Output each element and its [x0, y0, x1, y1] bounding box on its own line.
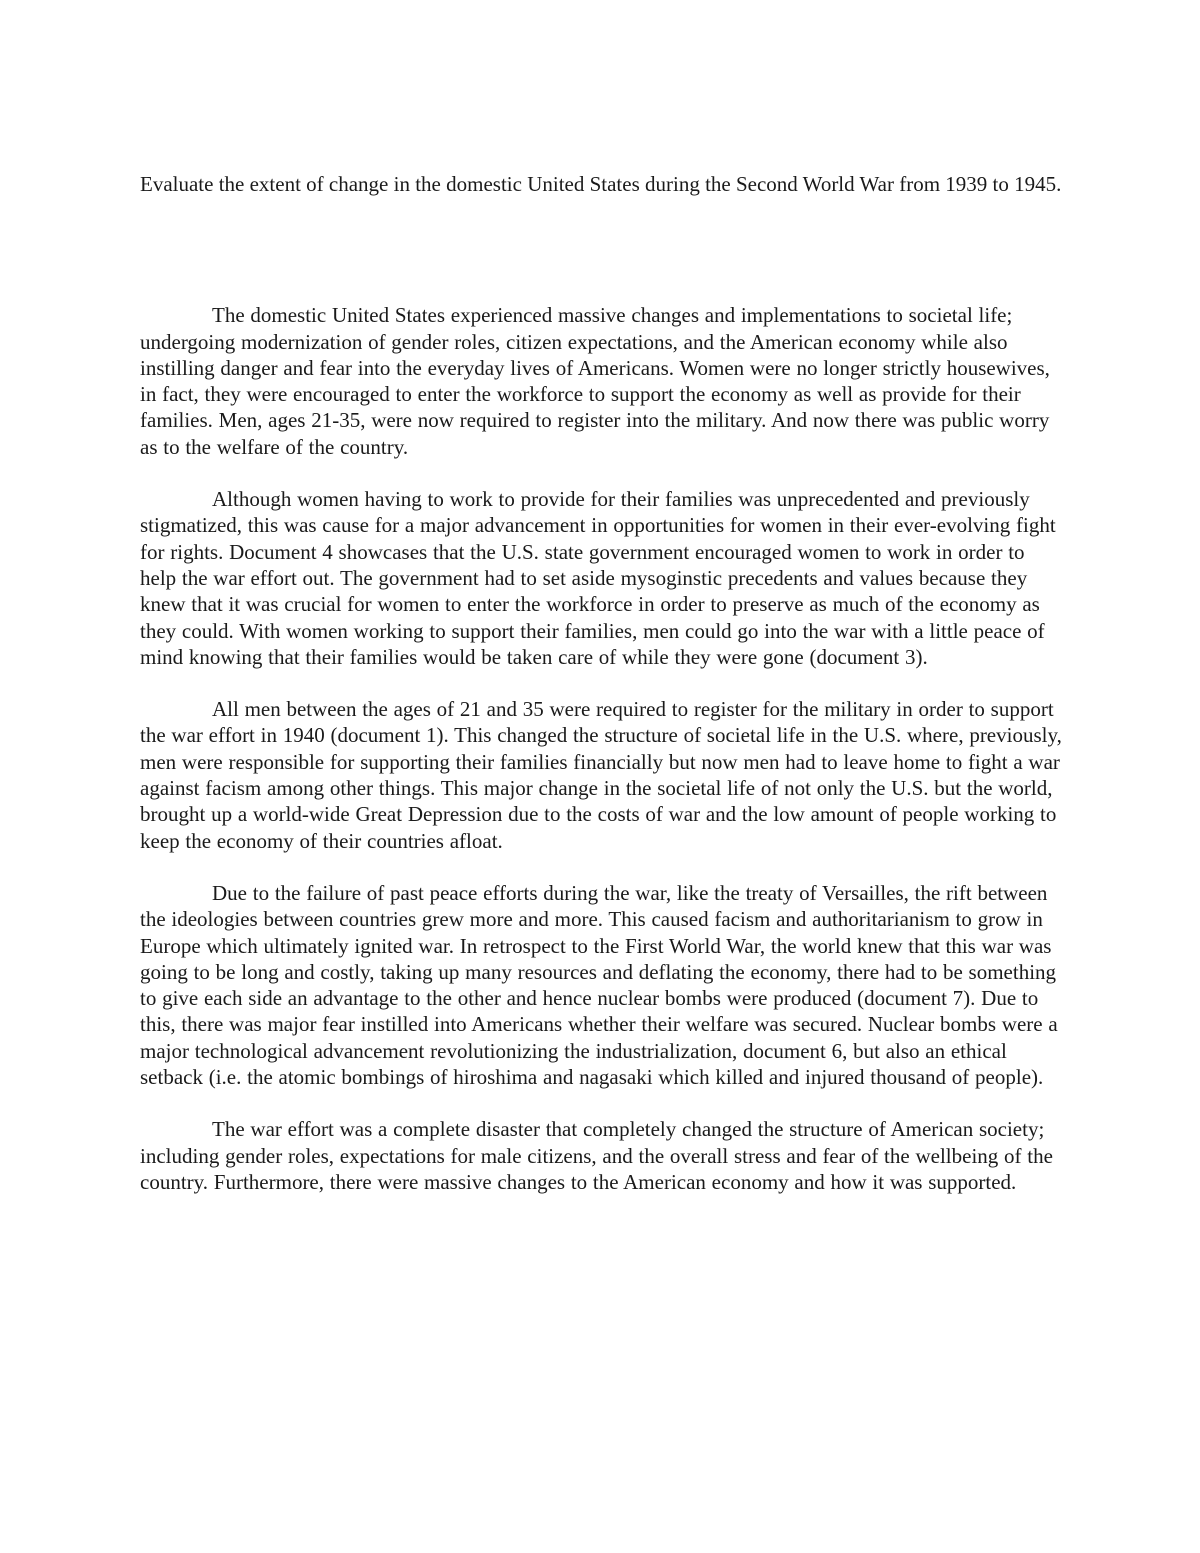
paragraph-women-workforce: Although women having to work to provide for their families was unprecedented and previously stigmatized, this was cause for a major advancement in opportunities for women in their ever-evolving fight for rights. Document 4 showcases that the U.S. state government encouraged women to work in order to help the war effort out. The government had to set aside mysoginstic precedents and values because they knew that it was crucial for women to enter the workforce in order to preserve as much of the economy as they could. With women working to support their families, men could go into the war with a little peace of mind knowing that their families would be taken care of while they were gone (document 3).	[140, 487, 1056, 669]
document-body	[140, 171, 1062, 1195]
essay-body	[140, 302, 1062, 1195]
paragraph-nuclear-fear: Due to the failure of past peace efforts during the war, like the treaty of Versailles, the rift between the ideologies between countries grew more and more. This caused facism and authoritarianism to grow in Europe which ultimately ignited war. In retrospect to the First World War, the world knew that this war was going to be long and costly, taking up many resources and deflating the economy, there had to be something to give each side an advantage to the other and hence nuclear bombs were produced (document 7). Due to this, there was major fear instilled into Americans whether their welfare was secured. Nuclear bombs were a major technological advancement revolutionizing the industrialization, document 6, but also an ethical setback (i.e. the atomic bombings of hiroshima and nagasaki which killed and injured thousand of people).	[140, 880, 1058, 1090]
paragraph-introduction: The domestic United States experienced massive changes and implementations to societal life; undergoing modernization of gender roles, citizen expectations, and the American economy while also instilling danger and fear into the everyday lives of Americans. Women were no longer strictly housewives, in fact, they were encouraged to enter the workforce to support the economy as well as provide for their families. Men, ages 21-35, were now required to register into the military. And now there was public worry as to the welfare of the country.	[140, 303, 1050, 459]
paragraph-conclusion: The war effort was a complete disaster that completely changed the structure of American society; including gender roles, expectations for male citizens, and the overall stress and fear of the wellbeing of the country. Furthermore, there were massive changes to the American economy and how it was supported.	[140, 1117, 1053, 1194]
essay-prompt: Evaluate the extent of change in the domestic United States during the Second World War from 1939 to 1945.	[140, 172, 1062, 196]
paragraph-military-registration: All men between the ages of 21 and 35 were required to register for the military in order to support the war effort in 1940 (document 1). This changed the structure of societal life in the U.S. where, previously, men were responsible for supporting their families financially but now men had to leave home to fight a war against facism among other things. This major change in the societal life of not only the U.S. but the world, brought up a world-wide Great Depression due to the costs of war and the low amount of people working to keep the economy of their countries afloat.	[140, 697, 1062, 853]
